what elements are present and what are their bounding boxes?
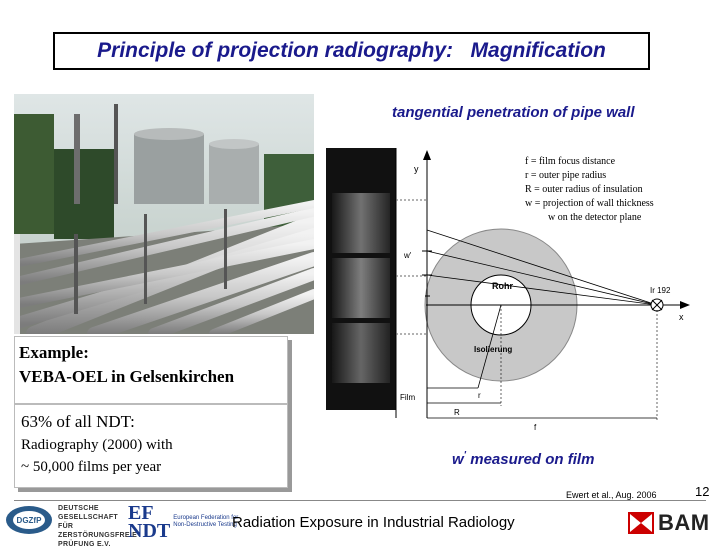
footer-title: Radiation Exposure in Industrial Radiology [232,514,515,531]
footer-divider [14,500,706,501]
svg-text:DGZfP: DGZfP [16,516,42,525]
slide-title-box [53,32,650,70]
ndt-stats-box [14,404,288,488]
legend-line-5: w on the detector plane [548,212,642,223]
efndt-logo [128,504,247,540]
axis-y-label: y [414,164,419,174]
efndt-mark: EF NDT [128,502,171,542]
ndt-radiography: Radiography (2000) with [21,437,173,453]
example-heading: Example: [19,343,89,362]
axis-x-label: x [679,312,684,322]
page-number: 12 [695,484,710,499]
bam-mark-icon [628,512,654,534]
refinery-photo [14,94,314,334]
bam-text: BAM [658,510,710,535]
bam-logo [628,510,710,536]
diagram-subtitle: tangential penetration of pipe wall [392,104,635,121]
legend-line-1: f = film focus distance [525,156,616,167]
wprime-caption: w' measured on film [452,450,595,468]
dgzfp-logo-icon [4,503,54,542]
film-label: Film [400,393,416,402]
legend-line-2: r = outer pipe radius [525,170,607,181]
R-label: R [454,408,460,417]
legend-line-4: w = projection of wall thickness [525,198,654,209]
dgzfp-name: DEUTSCHE GESELLSCHAFT FÜR ZERSTÖRUNGSFREIE PRÜFUNG E.V. [58,505,138,548]
ndt-share: 63% of all NDT: [21,412,135,431]
source-label: Ir 192 [650,286,671,295]
ndt-films-per-year: ~ 50,000 films per year [21,459,162,475]
legend-line-3: R = outer radius of insulation [525,184,643,195]
rohr-label: Rohr [492,281,513,291]
example-box [14,336,288,404]
magnification-diagram [326,148,698,438]
f-label: f [534,423,537,432]
slide-title: Principle of projection radiography: Magnification [97,39,606,62]
citation: Ewert et al., Aug. 2006 [566,490,657,500]
example-location: VEBA-OEL in Gelsenkirchen [19,367,235,386]
isolierung-label: Isolierung [474,345,513,354]
efndt-name: European Federation for Non-Destructive Testing [173,515,239,528]
r-label: r [478,391,481,400]
wprime-label: w' [404,251,412,260]
